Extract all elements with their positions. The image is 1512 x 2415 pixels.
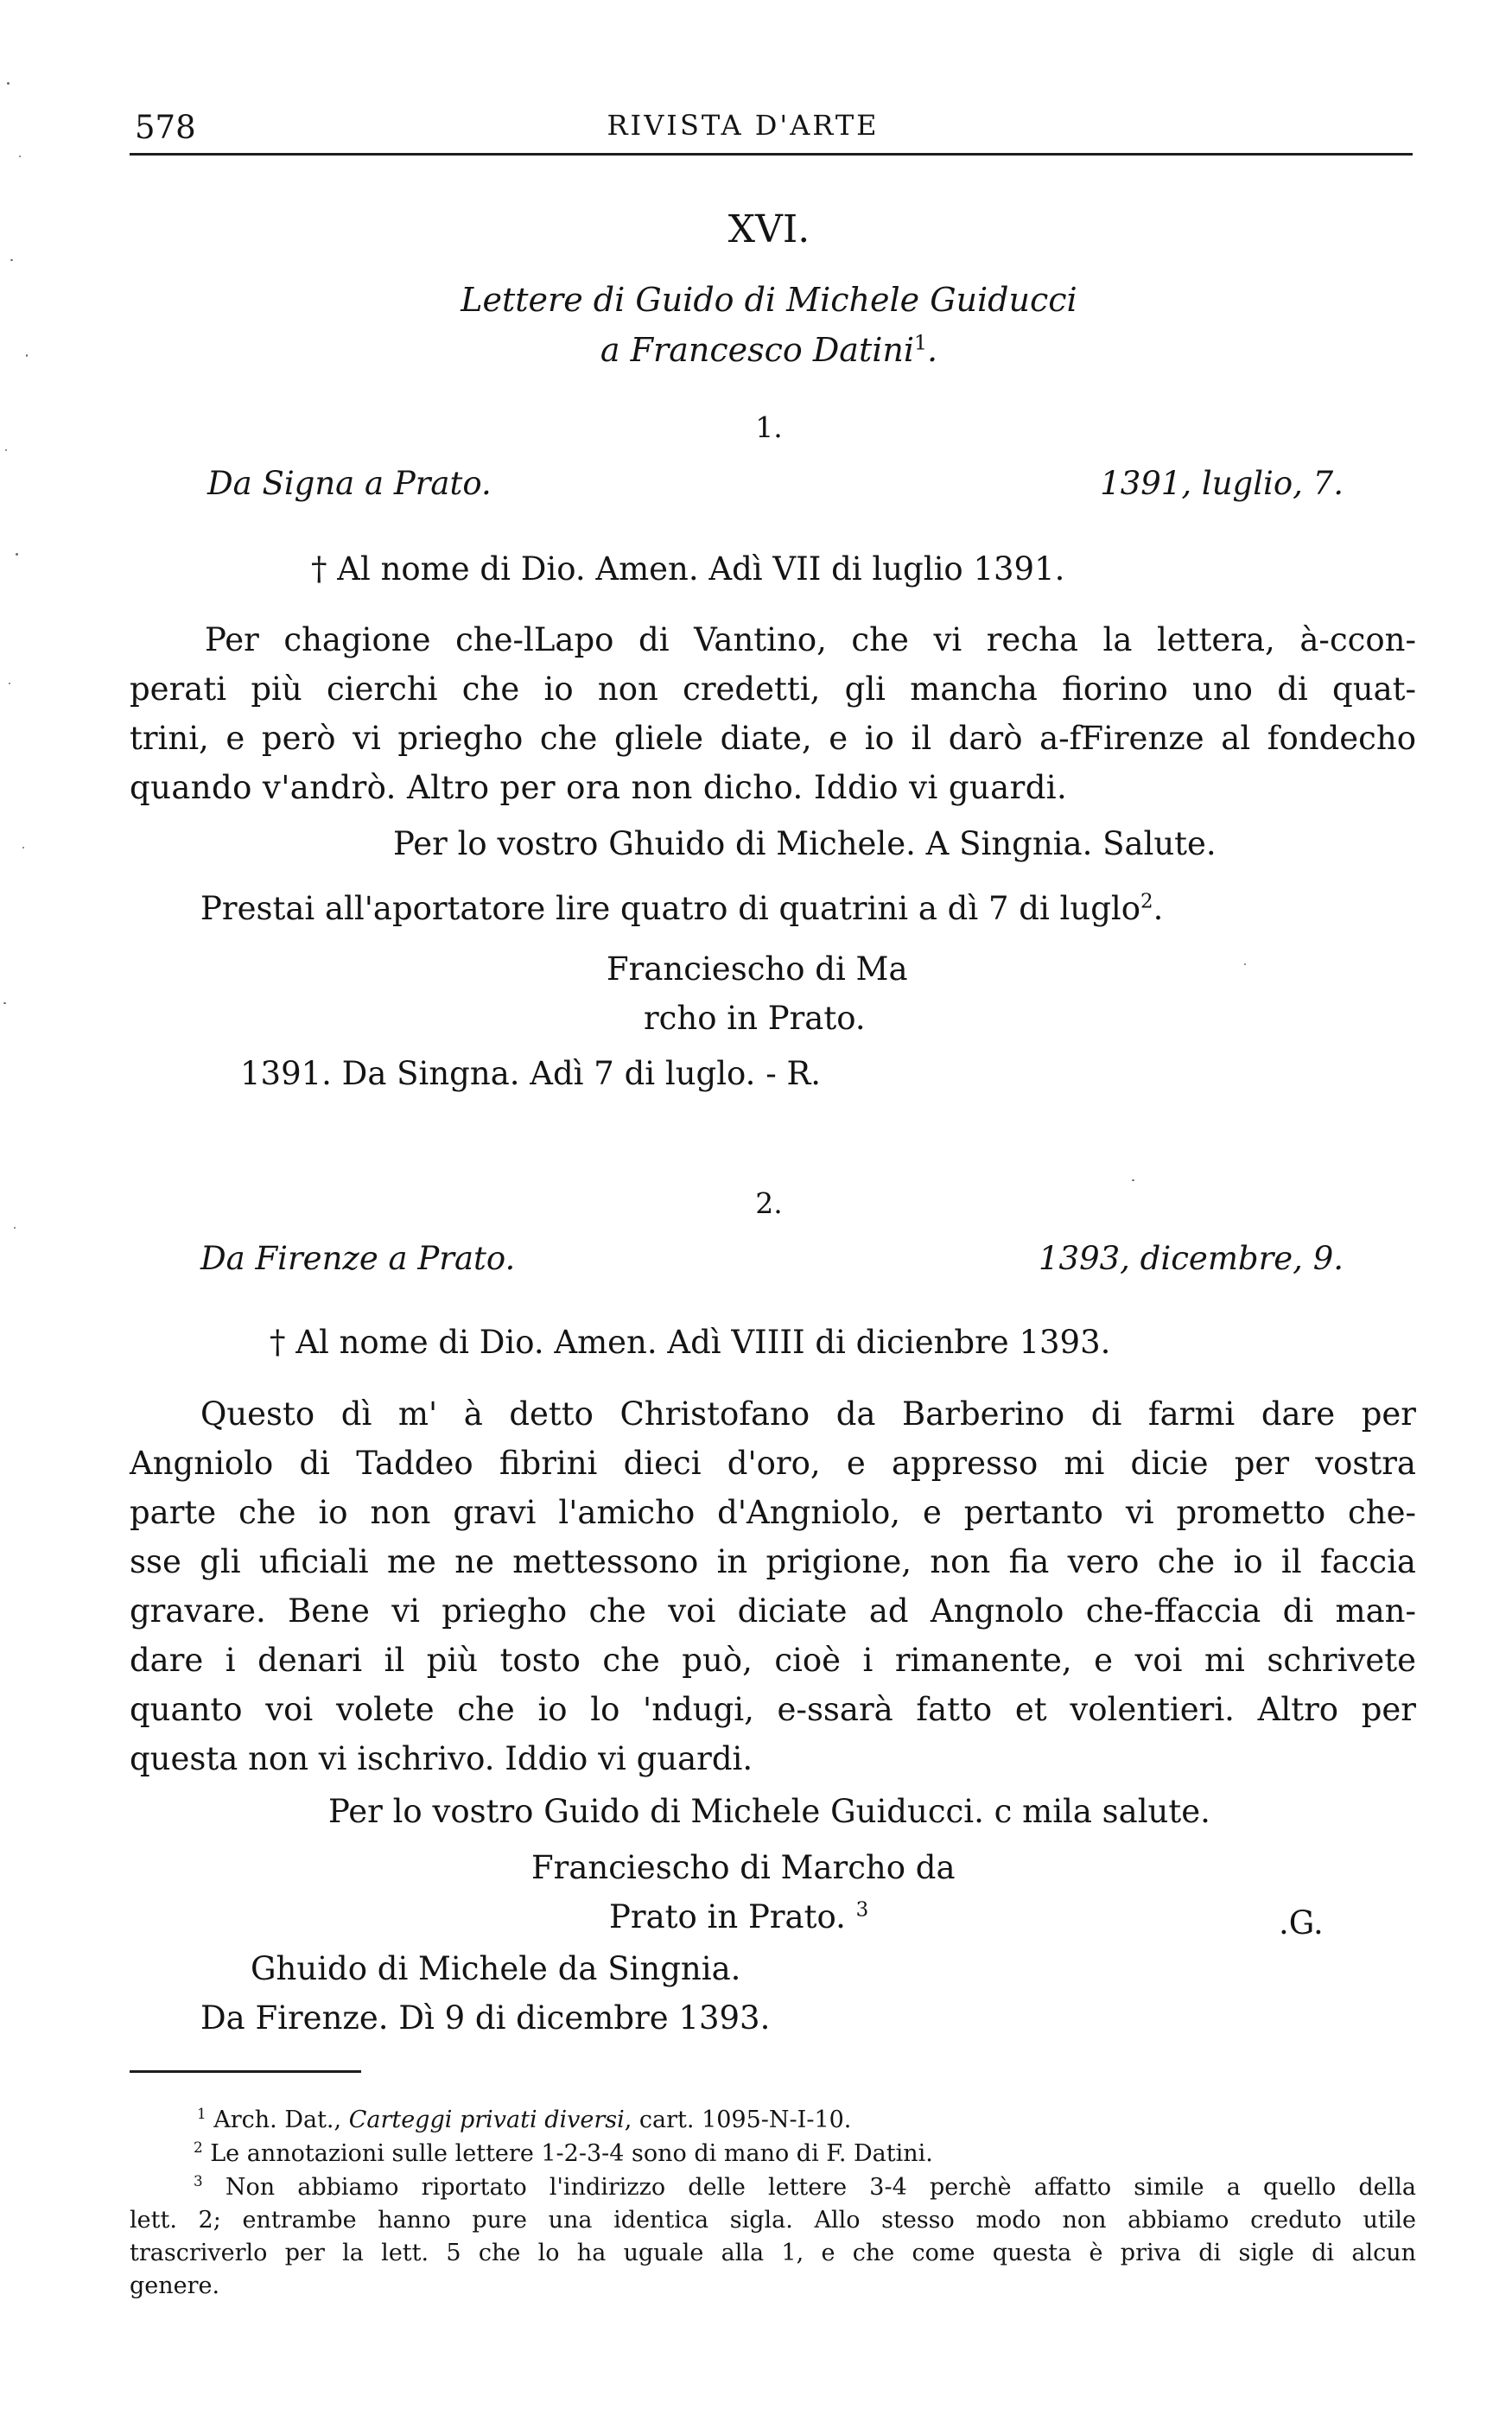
footnote-3-line: lett. 2; entrambe hanno pure una identica sigla. Allo stesso modo non abbiamo creduto utile bbox=[130, 2207, 1416, 2234]
letter2-line: Questo dì m' à detto Christofano da Barberino di farmi dare per bbox=[200, 1395, 1416, 1433]
footnote-ref-3[interactable]: 3 bbox=[855, 1898, 869, 1922]
note-text: Prestai all'aportatore lire quatro di quatrini a dì 7 di luglo bbox=[200, 890, 1140, 927]
letter1-note bbox=[200, 890, 1163, 927]
letter1-line: quando v'andrò. Altro per ora non dicho. Iddio vi guardi. bbox=[130, 769, 1068, 806]
letter1-address-line1: Franciescho di Ma bbox=[607, 950, 908, 988]
footnote-source-title: Carteggi privati diversi bbox=[348, 2107, 625, 2133]
page-number: 578 bbox=[135, 109, 196, 146]
letter1-date: 1391, luglio, 7. bbox=[1100, 465, 1344, 502]
footnote-text: Non abbiamo riportato l'indirizzo delle lettere 3-4 perchè affatto simile a quello della bbox=[225, 2174, 1416, 2201]
letter2-signature: Per lo vostro Guido di Michele Guiducci. c mila salute. bbox=[328, 1793, 1210, 1830]
letter2-address-line1: Franciescho di Marcho da bbox=[531, 1849, 956, 1886]
letter1-line: trini, e però vi priegho che gliele diate, e io il darò a-fFirenze al fondecho bbox=[130, 720, 1416, 757]
footnote-ref-2[interactable]: 2 bbox=[1140, 890, 1153, 913]
footnote-ref-1[interactable]: 1 bbox=[914, 330, 927, 355]
letter1-line: perati più cierchi che io non credetti, gli mancha fiorino uno di quat- bbox=[130, 670, 1416, 708]
footnote-mark: 2 bbox=[194, 2139, 203, 2156]
letter2-opening: † Al nome di Dio. Amen. Adì VIIII di dicienbre 1393. bbox=[270, 1324, 1111, 1361]
letter1-endorsement: 1391. Da Singna. Adì 7 di luglo. - R. bbox=[240, 1055, 822, 1092]
footnote-rule bbox=[130, 2070, 361, 2073]
letter2-line: questa non vi ischrivo. Iddio vi guardi. bbox=[130, 1740, 753, 1777]
footnote-3-line: trascriverlo per la lett. 5 che lo ha uguale alla 1, e che come questa è priva di sigle di alcun bbox=[130, 2240, 1416, 2266]
footnote-3-line: genere. bbox=[130, 2272, 220, 2299]
letter1-address-line2: rcho in Prato. bbox=[644, 1000, 866, 1037]
letter1-signature: Per lo vostro Ghuido di Michele. A Singnia. Salute. bbox=[393, 825, 1217, 862]
note-end: . bbox=[1153, 890, 1164, 927]
letter2-line: dare i denari il più tosto che può, cioè i rimanente, e voi mi schrivete bbox=[130, 1642, 1416, 1679]
section-number: XVI. bbox=[727, 207, 810, 251]
letter1-place: Da Signa a Prato. bbox=[207, 465, 492, 502]
footnote-1 bbox=[197, 2107, 851, 2133]
letter2-sender: Ghuido di Michele da Singnia. bbox=[251, 1950, 741, 1987]
footnote-text: Arch. Dat., bbox=[213, 2107, 349, 2133]
letter2-date: 1393, dicembre, 9. bbox=[1039, 1240, 1344, 1277]
letter2-number: 2. bbox=[755, 1186, 783, 1220]
address-text: Prato in Prato. bbox=[609, 1898, 846, 1935]
letter2-sender-date: Da Firenze. Dì 9 di dicembre 1393. bbox=[200, 1999, 771, 2037]
letter1-opening: † Al nome di Dio. Amen. Adì VII di luglio 1391. bbox=[311, 550, 1065, 588]
running-title: RIVISTA D'ARTE bbox=[607, 109, 880, 142]
letter1-line: Per chagione che-lLapo di Vantino, che vi recha la lettera, à-ccon- bbox=[205, 621, 1416, 658]
header-rule bbox=[130, 153, 1413, 156]
letter2-line: parte che io non gravi l'amicho d'Angniolo, e pertanto vi prometto che- bbox=[130, 1494, 1416, 1531]
footnote-text: Le annotazioni sulle lettere 1-2-3-4 sono di mano di F. Datini. bbox=[210, 2140, 933, 2167]
footnote-mark: 3 bbox=[194, 2172, 203, 2189]
title-text: a Francesco Datini bbox=[600, 331, 914, 369]
footnote-mark: 1 bbox=[197, 2105, 206, 2122]
letter2-line: quanto voi volete che io lo 'ndugi, e-ssarà fatto et volentieri. Altro per bbox=[130, 1691, 1416, 1728]
footnote-text: , cart. 1095-N-I-10. bbox=[624, 2107, 852, 2133]
footnote-2 bbox=[194, 2140, 933, 2167]
letter1-number: 1. bbox=[755, 410, 783, 444]
title-end: . bbox=[926, 331, 938, 369]
section-title-line2 bbox=[423, 331, 1115, 369]
footnote-3-line bbox=[194, 2174, 1416, 2201]
letter2-place: Da Firenze a Prato. bbox=[200, 1240, 516, 1277]
section-title-line1: Lettere di Guido di Michele Guiducci bbox=[461, 281, 1077, 319]
letter2-line: Angniolo di Taddeo fibrini dieci d'oro, e appresso mi dicie per vostra bbox=[130, 1445, 1416, 1482]
letter2-sigla: .G. bbox=[1279, 1904, 1324, 1942]
letter2-line: gravare. Bene vi priegho che voi diciate ad Angnolo che-ffaccia di man- bbox=[130, 1592, 1416, 1630]
letter2-address-line2 bbox=[609, 1898, 868, 1935]
letter2-line: sse gli uficiali me ne mettessono in prigione, non fia vero che io il faccia bbox=[130, 1543, 1416, 1580]
